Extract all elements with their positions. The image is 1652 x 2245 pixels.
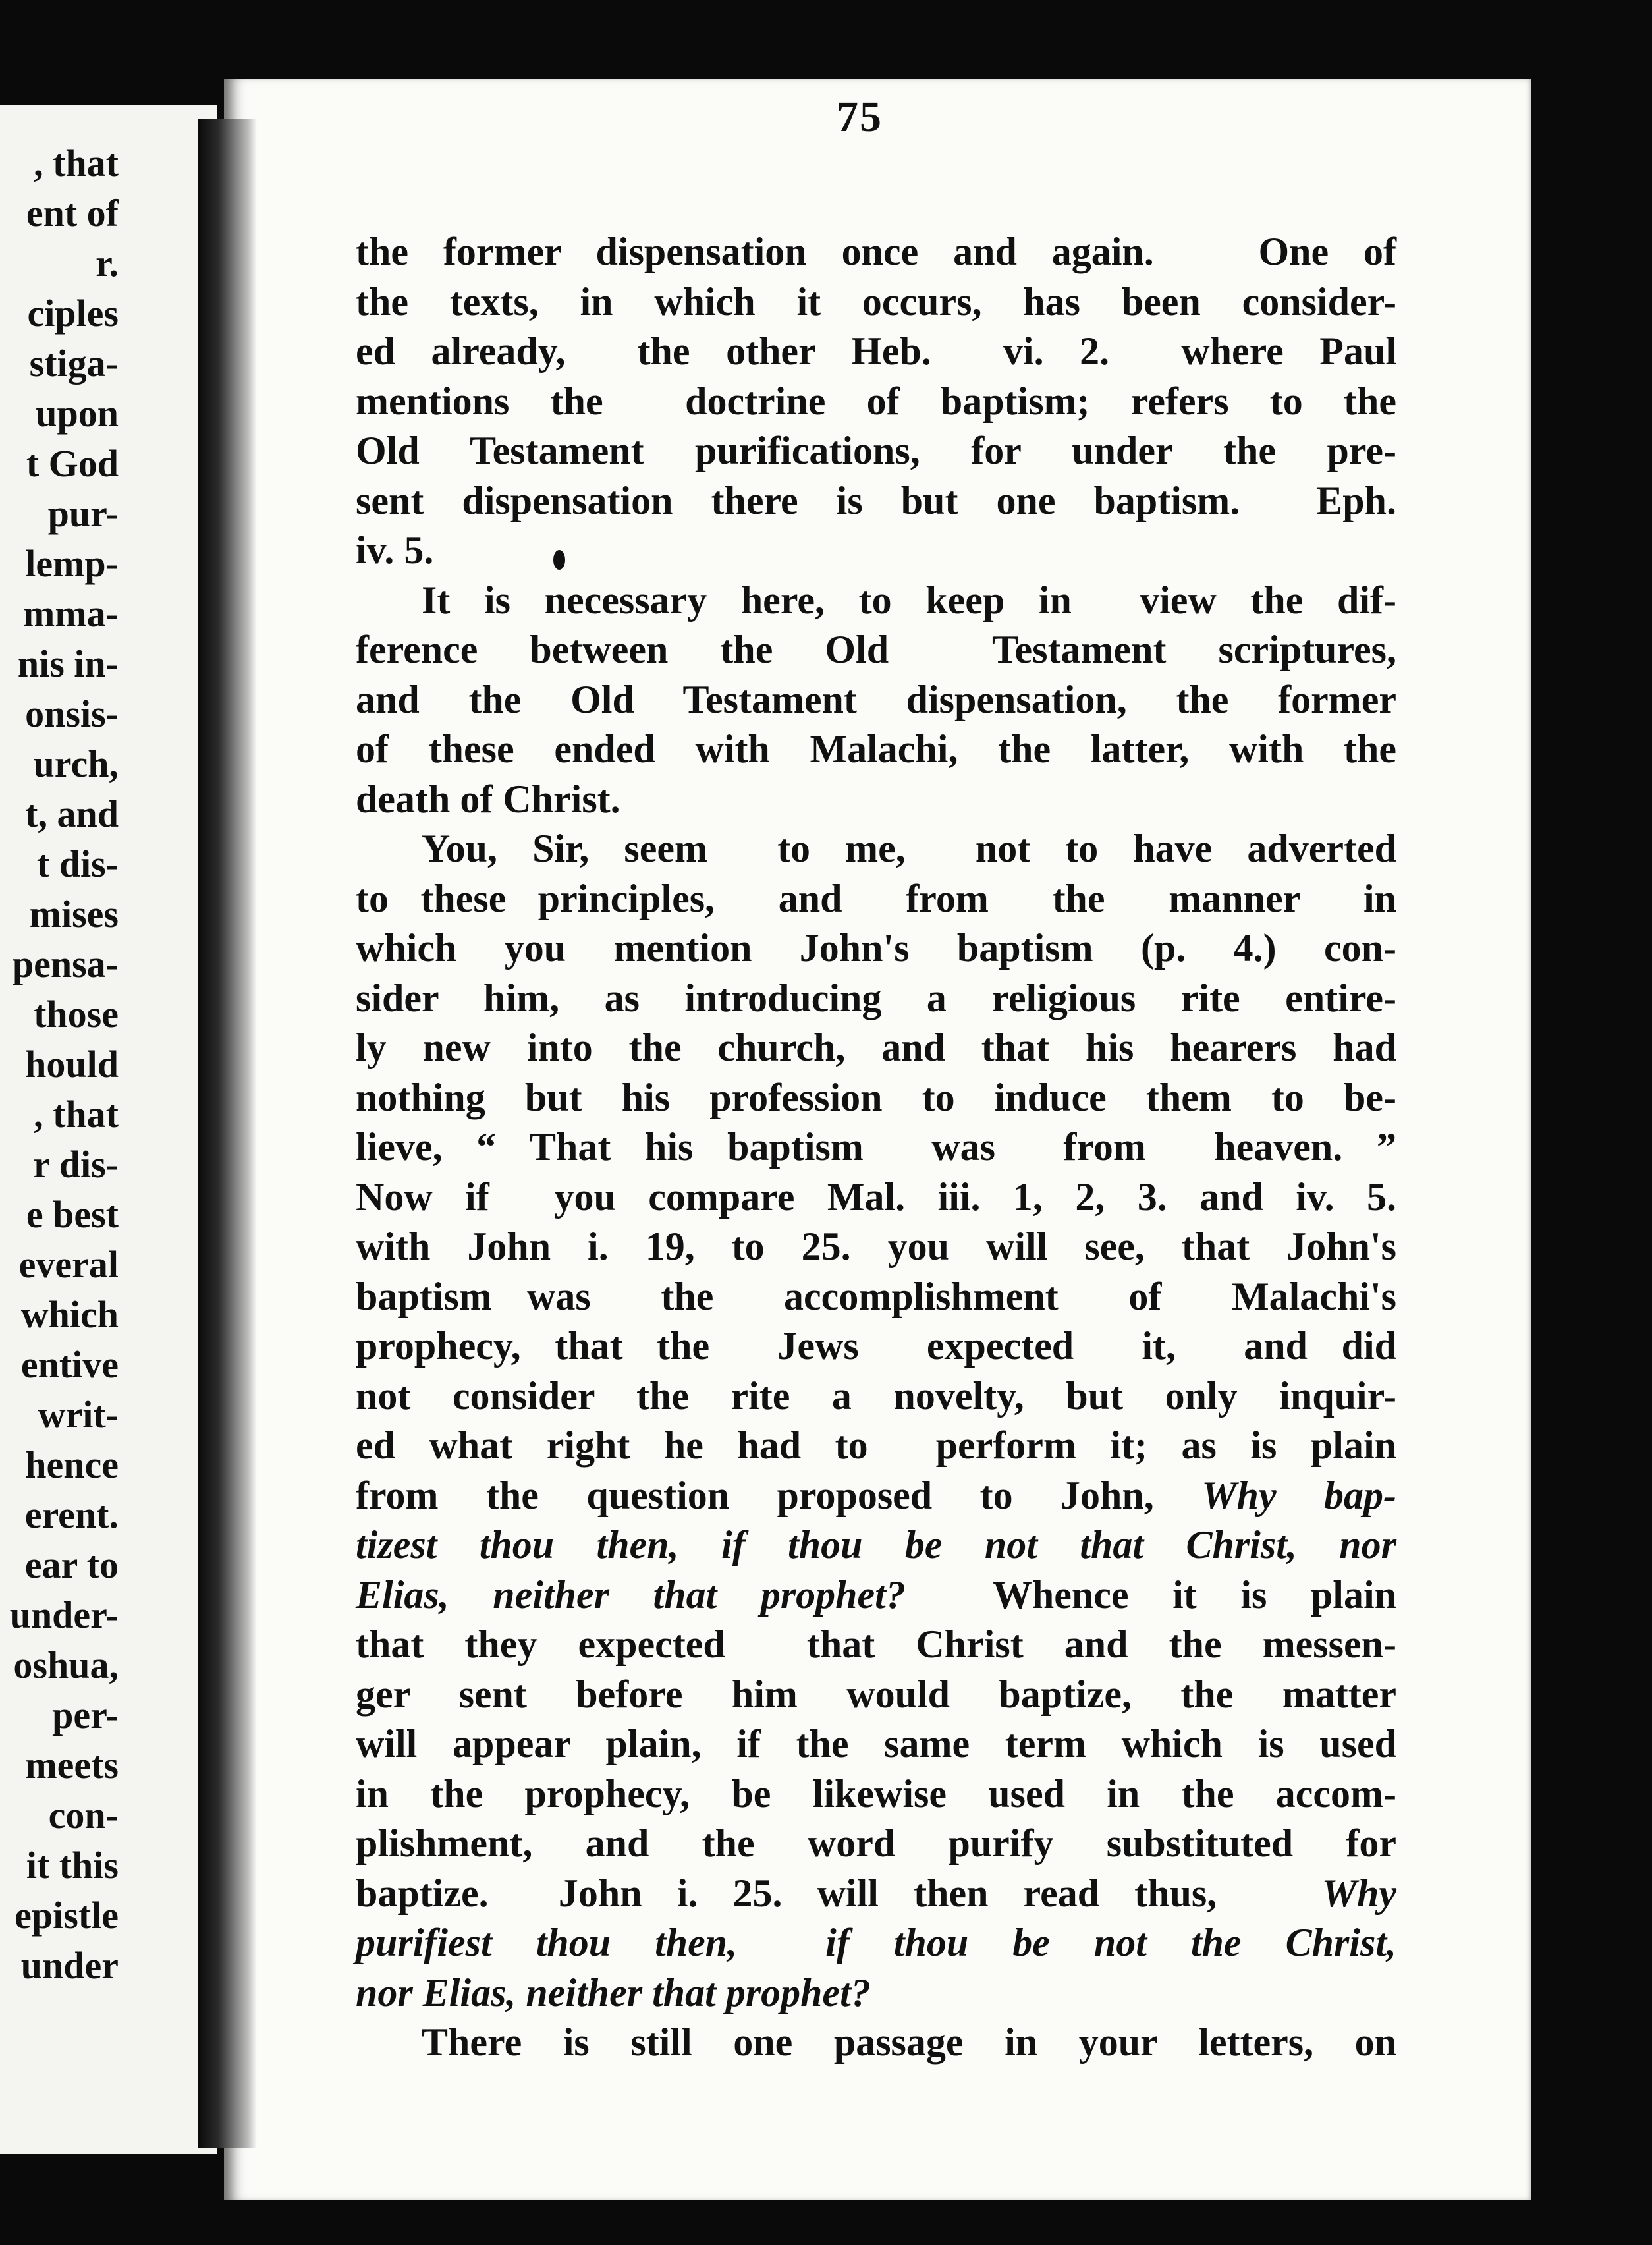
text-line xyxy=(356,526,1396,576)
text-segment: the texts, in which it occurs, has been consider- xyxy=(356,279,1396,323)
left-page-line: upon xyxy=(36,392,119,435)
left-page-line: erent. xyxy=(24,1493,119,1536)
left-page-line: under xyxy=(20,1944,119,1987)
text-line xyxy=(356,874,1396,924)
italic-text-segment: purifiest thou then, if thou be not the Christ, xyxy=(356,1921,1396,1964)
left-page-line: t dis- xyxy=(36,843,119,885)
text-segment: It is necessary here, to keep in view the dif- xyxy=(422,578,1396,622)
text-segment: with John i. 19, to 25. you will see, that John's xyxy=(356,1225,1396,1268)
text-segment: lieve, “ That his baptism was from heaven. ” xyxy=(356,1125,1396,1169)
left-page-line: it this xyxy=(26,1844,119,1887)
left-page-line: mises xyxy=(29,893,119,935)
text-segment: plishment, and the word purify substituted for xyxy=(356,1821,1396,1865)
text-segment: ger sent before him would baptize, the matter xyxy=(356,1672,1396,1716)
italic-text-segment: nor Elias, neither that prophet? xyxy=(356,1970,871,2014)
page-body-text xyxy=(356,227,1396,2068)
text-line xyxy=(356,1321,1396,1372)
text-line xyxy=(356,1421,1396,1471)
text-segment: baptize. John i. 25. will then read thus, xyxy=(356,1871,1322,1915)
text-segment: Now if you compare Mal. iii. 1, 2, 3. and iv. 5. xyxy=(356,1175,1396,1219)
text-line xyxy=(356,924,1396,974)
text-line xyxy=(356,1122,1396,1173)
left-page-line: per- xyxy=(52,1694,119,1736)
text-segment: and the Old Testament dispensation, the former xyxy=(356,677,1396,721)
text-line xyxy=(356,824,1396,874)
text-line xyxy=(356,1471,1396,1521)
text-segment: death of Christ. xyxy=(356,777,620,821)
text-line xyxy=(356,227,1396,277)
left-page-line: r dis- xyxy=(33,1143,119,1186)
page-number: 75 xyxy=(837,93,883,141)
text-line xyxy=(356,675,1396,725)
text-line xyxy=(356,1819,1396,1869)
text-segment: will appear plain, if the same term which is used xyxy=(356,1722,1396,1765)
text-line xyxy=(356,1023,1396,1073)
left-page-line: everal xyxy=(18,1243,119,1286)
text-line xyxy=(356,1620,1396,1670)
text-segment: Old Testament purifications, for under the pre- xyxy=(356,429,1396,472)
left-page-line: , that xyxy=(34,142,119,184)
italic-text-segment: Why xyxy=(1321,1871,1396,1915)
left-page-line: r. xyxy=(96,242,119,285)
left-page-line: pur- xyxy=(47,492,119,535)
italic-text-segment: Elias, neither that prophet? xyxy=(356,1572,906,1617)
text-line xyxy=(356,327,1396,377)
text-segment: Whence it is plain xyxy=(905,1572,1396,1617)
text-line xyxy=(356,377,1396,427)
left-page-line: epistle xyxy=(14,1894,119,1937)
text-segment: ed what right he had to perform it; as is plain xyxy=(356,1424,1396,1467)
previous-page-fragment xyxy=(0,105,217,2154)
text-line xyxy=(356,576,1396,626)
text-line xyxy=(356,2018,1396,2068)
text-segment: sent dispensation there is but one baptism. Eph. xyxy=(356,478,1396,522)
left-page-line: stiga- xyxy=(29,342,119,385)
text-segment: not consider the rite a novelty, but only inquir- xyxy=(356,1373,1396,1418)
left-page-line: oshua, xyxy=(13,1644,119,1686)
text-segment: ed already, the other Heb. vi. 2. where Paul xyxy=(356,329,1396,373)
ink-blot xyxy=(553,550,565,570)
text-segment: in the prophecy, be likewise used in the accom- xyxy=(356,1771,1396,1815)
text-segment: iv. 5. xyxy=(356,528,434,572)
left-page-line: writ- xyxy=(38,1393,119,1436)
text-segment: that they expected that Christ and the messen- xyxy=(356,1622,1396,1666)
text-segment: ference between the Old Testament scriptures, xyxy=(356,628,1396,671)
text-segment: of these ended with Malachi, the latter, with the xyxy=(356,727,1396,771)
italic-text-segment: Why bap- xyxy=(1201,1473,1396,1517)
text-line xyxy=(356,775,1396,825)
text-segment: nothing but his profession to induce them to be- xyxy=(356,1075,1396,1119)
text-segment: sider him, as introducing a religious rite entire- xyxy=(356,976,1396,1020)
text-line xyxy=(356,1570,1396,1621)
text-segment: which you mention John's baptism (p. 4.) con- xyxy=(356,926,1396,970)
text-line xyxy=(356,725,1396,775)
left-page-line: mma- xyxy=(23,592,119,635)
book-spine-shadow xyxy=(198,119,257,2148)
text-segment: mentions the doctrine of baptism; refers to the xyxy=(356,379,1396,423)
left-page-line: pensa- xyxy=(12,943,119,985)
text-line xyxy=(356,625,1396,675)
text-line xyxy=(356,476,1396,526)
text-segment: You, Sir, seem to me, not to have adverted xyxy=(422,827,1396,870)
left-page-line: t God xyxy=(26,442,119,485)
text-segment: to these principles, and from the manner in xyxy=(356,876,1396,920)
left-page-line: urch, xyxy=(33,742,119,785)
left-page-line: those xyxy=(34,993,119,1036)
left-page-line: which xyxy=(20,1293,119,1336)
left-page-line: under- xyxy=(9,1594,119,1636)
text-line xyxy=(356,1173,1396,1223)
left-page-line: ent of xyxy=(26,192,119,235)
left-page-line: onsis- xyxy=(25,692,119,735)
text-segment: baptism was the accomplishment of Malachi's xyxy=(356,1274,1396,1318)
left-page-line: e best xyxy=(26,1193,119,1236)
left-page-line: t, and xyxy=(25,792,119,835)
left-page-line: con- xyxy=(48,1794,119,1837)
text-line xyxy=(356,1918,1396,1968)
left-page-line: hence xyxy=(25,1443,119,1486)
text-line xyxy=(356,1869,1396,1919)
text-line xyxy=(356,974,1396,1024)
text-line xyxy=(356,1670,1396,1720)
text-segment: There is still one passage in your letters, on xyxy=(422,2020,1396,2064)
text-segment: from the question proposed to John, xyxy=(356,1473,1202,1517)
text-segment: the former dispensation once and again. One of xyxy=(356,230,1396,273)
text-line xyxy=(356,1769,1396,1819)
text-line xyxy=(356,1372,1396,1422)
text-line xyxy=(356,1222,1396,1272)
text-line xyxy=(356,1520,1396,1570)
text-line xyxy=(356,1719,1396,1769)
italic-text-segment: tizest thou then, if thou be not that Christ, nor xyxy=(356,1523,1396,1566)
text-line xyxy=(356,1272,1396,1322)
left-page-line: lemp- xyxy=(25,542,119,585)
text-line xyxy=(356,1073,1396,1123)
left-page-line: ciples xyxy=(27,292,119,335)
text-segment: ly new into the church, and that his hearers had xyxy=(356,1026,1396,1069)
text-segment: prophecy, that the Jews expected it, and did xyxy=(356,1324,1396,1368)
text-line xyxy=(356,426,1396,476)
left-page-line: entive xyxy=(20,1343,119,1386)
left-page-line: , that xyxy=(34,1093,119,1136)
left-page-line: nis in- xyxy=(17,642,119,685)
left-page-line: hould xyxy=(25,1043,119,1086)
left-page-line: meets xyxy=(25,1744,119,1787)
text-line xyxy=(356,1968,1396,2018)
text-line xyxy=(356,277,1396,327)
left-page-line: ear to xyxy=(24,1543,119,1586)
